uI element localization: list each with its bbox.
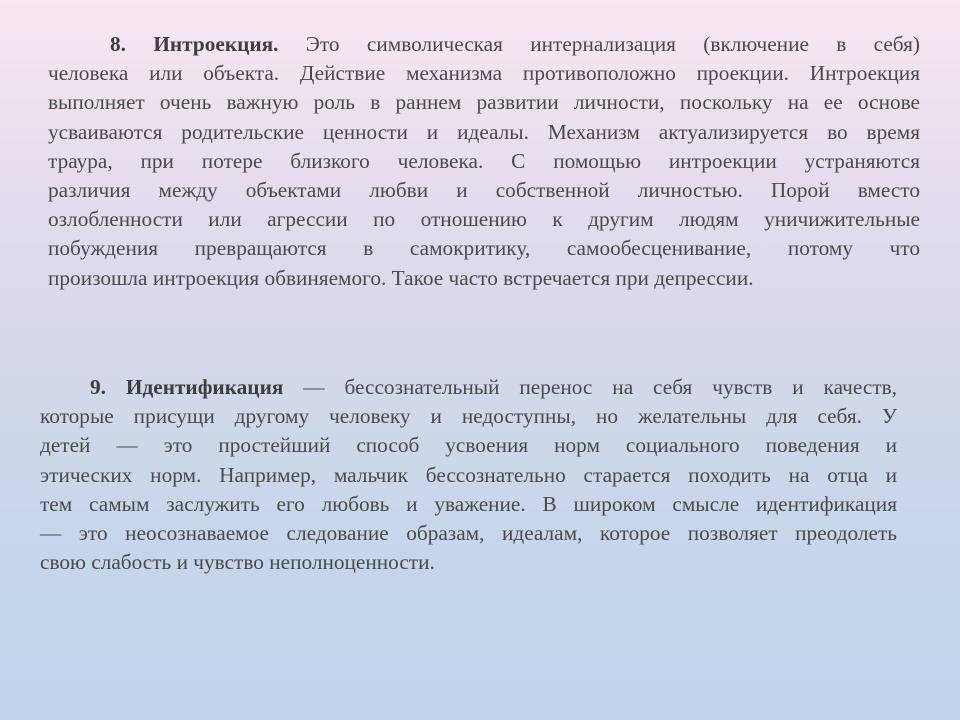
- paragraph-line: — это неосознаваемое следование образам, идеалам, которое позволяет преодолеть: [40, 521, 897, 546]
- section-heading: 9. Идентификация: [90, 375, 284, 399]
- paragraph-line: побуждения превращаются в самокритику, самообесценивание, потому что: [48, 236, 920, 261]
- paragraph-identification: [40, 373, 897, 577]
- paragraph-line: траура, при потере близкого человека. С помощью интроекции устраняются: [48, 148, 920, 173]
- paragraph-line: детей — это простейший способ усвоения норм социального поведения и: [40, 433, 897, 458]
- section-heading: 8. Интроекция.: [110, 32, 279, 56]
- paragraph-line: тем самым заслужить его любовь и уважение. В широком смысле идентификация: [40, 491, 897, 516]
- paragraph-line: которые присущи другому человеку и недоступны, но желательны для себя. У: [40, 404, 897, 429]
- paragraph-line: человека или объекта. Действие механизма противоположно проекции. Интроекция: [48, 61, 920, 86]
- paragraph-line: 9. Идентификация — бессознательный перенос на себя чувств и качеств,: [90, 375, 898, 399]
- paragraph-line: усваиваются родительские ценности и идеалы. Механизм актуализируется во время: [48, 119, 920, 144]
- paragraph-line: произошла интроекция обвиняемого. Такое часто встречается при депрессии.: [48, 265, 754, 290]
- paragraph-line: озлобленности или агрессии по отношению к другим людям уничижительные: [48, 207, 920, 232]
- paragraph-line: свою слабость и чувство неполноценности.: [40, 550, 435, 575]
- paragraph-line: 8. Интроекция. Это символическая интернализация (включение в себя): [110, 32, 920, 56]
- paragraph-introjection: [48, 30, 920, 293]
- paragraph-line: различия между объектами любви и собственной личностью. Порой вместо: [48, 178, 920, 203]
- paragraph-line: этических норм. Например, мальчик бессознательно старается походить на отца и: [40, 462, 897, 487]
- paragraph-line: выполняет очень важную роль в раннем развитии личности, поскольку на ее основе: [48, 90, 920, 115]
